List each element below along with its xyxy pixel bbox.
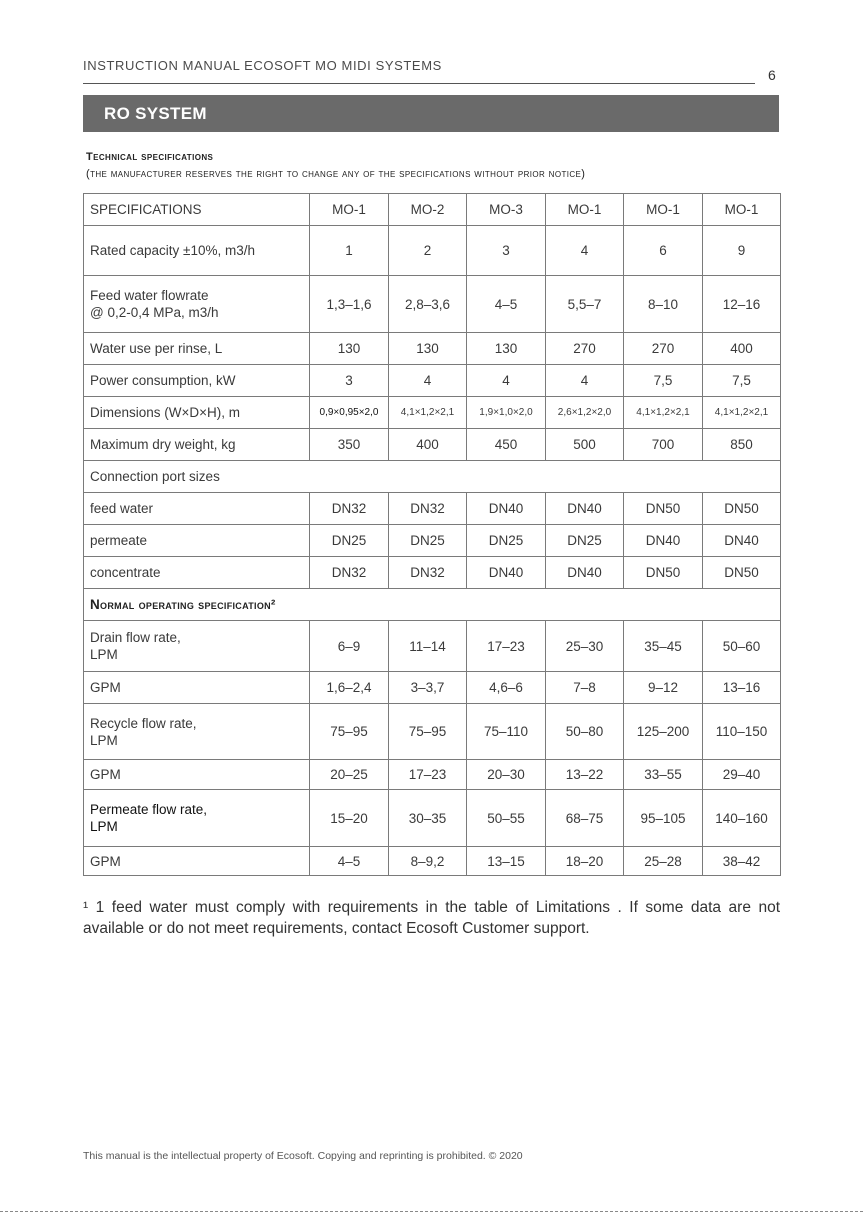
table-cell: DN32	[389, 557, 467, 589]
table-cell: DN50	[624, 557, 703, 589]
column-header: MO-3	[467, 194, 546, 226]
row-label: GPM	[84, 847, 310, 876]
row-label-line: LPM	[90, 819, 118, 834]
table-row	[84, 847, 781, 876]
table-cell: 2	[389, 226, 467, 276]
table-row	[84, 621, 781, 672]
row-label-line: Feed water flowrate	[90, 288, 209, 303]
table-cell: 25–30	[546, 621, 624, 672]
row-label-line: LPM	[90, 647, 118, 662]
table-cell: 500	[546, 429, 624, 461]
table-cell: 17–23	[389, 760, 467, 790]
table-cell: 1,6–2,4	[310, 672, 389, 704]
table-cell: 30–35	[389, 790, 467, 847]
table-cell: 4,1×1,2×2,1	[389, 397, 467, 429]
table-cell: 850	[703, 429, 781, 461]
table-cell: 7,5	[703, 365, 781, 397]
table-row	[84, 397, 781, 429]
table-cell: 18–20	[546, 847, 624, 876]
table-cell: DN50	[703, 557, 781, 589]
table-cell: 75–95	[310, 704, 389, 760]
table-cell: DN40	[546, 493, 624, 525]
table-cell: 3	[310, 365, 389, 397]
row-label: GPM	[84, 672, 310, 704]
row-label-line: Permeate flow rate,	[90, 802, 208, 817]
table-cell: 35–45	[624, 621, 703, 672]
table-cell: 13–22	[546, 760, 624, 790]
table-cell: 75–110	[467, 704, 546, 760]
table-cell: 4,1×1,2×2,1	[703, 397, 781, 429]
table-cell: 29–40	[703, 760, 781, 790]
table-cell: DN50	[703, 493, 781, 525]
table-row	[84, 760, 781, 790]
row-label: Power consumption, kW	[84, 365, 310, 397]
column-header: MO-1	[624, 194, 703, 226]
row-label	[84, 704, 310, 760]
column-header: MO-1	[546, 194, 624, 226]
table-cell: DN32	[310, 557, 389, 589]
specifications-table	[83, 193, 781, 876]
specifications-heading: Technical specifications	[86, 151, 214, 163]
table-cell: 9	[703, 226, 781, 276]
table-cell: 130	[467, 333, 546, 365]
column-header: MO-1	[310, 194, 389, 226]
column-header: SPECIFICATIONS	[84, 194, 310, 226]
copyright-notice: This manual is the intellectual property of Ecosoft. Copying and reprinting is prohibited. © 2020	[83, 1150, 523, 1162]
table-cell: DN32	[310, 493, 389, 525]
row-label	[84, 621, 310, 672]
table-cell: 4	[467, 365, 546, 397]
table-cell: DN40	[624, 525, 703, 557]
row-label-line: Recycle flow rate,	[90, 715, 197, 731]
table-cell: 4	[546, 226, 624, 276]
table-row	[84, 704, 781, 760]
table-row	[84, 276, 781, 333]
row-label: permeate	[84, 525, 310, 557]
table-cell: 12–16	[703, 276, 781, 333]
table-cell: DN50	[624, 493, 703, 525]
running-header: INSTRUCTION MANUAL ECOSOFT MO MIDI SYSTEMS	[83, 58, 442, 73]
table-cell: 75–95	[389, 704, 467, 760]
section-title: RO SYSTEM	[83, 95, 779, 132]
table-row	[84, 672, 781, 704]
table-row	[84, 493, 781, 525]
table-cell: 8–10	[624, 276, 703, 333]
table-cell: DN40	[546, 557, 624, 589]
page-bottom-rule	[0, 1211, 863, 1212]
table-cell: DN40	[467, 557, 546, 589]
table-cell: DN25	[310, 525, 389, 557]
table-cell: 130	[310, 333, 389, 365]
table-cell: 4–5	[310, 847, 389, 876]
row-section-label: Normal operating specification²	[84, 589, 781, 621]
table-group-row	[84, 461, 781, 493]
table-cell: 7,5	[624, 365, 703, 397]
table-cell: 270	[546, 333, 624, 365]
table-cell: 15–20	[310, 790, 389, 847]
table-row	[84, 333, 781, 365]
row-label: Water use per rinse, L	[84, 333, 310, 365]
table-cell: 25–28	[624, 847, 703, 876]
table-header-row	[84, 194, 781, 226]
table-cell: DN40	[703, 525, 781, 557]
table-cell: 1,3–1,6	[310, 276, 389, 333]
table-cell: 20–30	[467, 760, 546, 790]
specifications-note: (the manufacturer reserves the right to change any of the specifications without prior notice)	[86, 168, 586, 180]
table-cell: 4,6–6	[467, 672, 546, 704]
table-cell: 3–3,7	[389, 672, 467, 704]
column-header: MO-2	[389, 194, 467, 226]
table-cell: 4–5	[467, 276, 546, 333]
table-row	[84, 790, 781, 847]
page-number: 6	[768, 67, 776, 83]
table-cell: 11–14	[389, 621, 467, 672]
row-label: concentrate	[84, 557, 310, 589]
table-cell: 38–42	[703, 847, 781, 876]
table-cell: 4,1×1,2×2,1	[624, 397, 703, 429]
table-row	[84, 429, 781, 461]
row-label: Dimensions (W×D×H), m	[84, 397, 310, 429]
table-cell: 700	[624, 429, 703, 461]
row-label-line: @ 0,2-0,4 MPa, m3/h	[90, 305, 219, 320]
table-cell: 450	[467, 429, 546, 461]
table-cell: DN25	[467, 525, 546, 557]
row-label: Rated capacity ±10%, m3/h	[84, 226, 310, 276]
table-cell: 350	[310, 429, 389, 461]
table-cell: 400	[389, 429, 467, 461]
table-cell: 3	[467, 226, 546, 276]
table-cell: DN32	[389, 493, 467, 525]
row-group-label: Connection port sizes	[84, 461, 781, 493]
table-cell: 7–8	[546, 672, 624, 704]
table-cell: 140–160	[703, 790, 781, 847]
table-cell: 68–75	[546, 790, 624, 847]
header-rule	[83, 83, 755, 84]
table-cell: 4	[389, 365, 467, 397]
row-label	[84, 790, 310, 847]
table-cell: 1,9×1,0×2,0	[467, 397, 546, 429]
table-cell: 33–55	[624, 760, 703, 790]
table-cell: DN25	[546, 525, 624, 557]
table-cell: DN40	[467, 493, 546, 525]
table-cell: DN25	[389, 525, 467, 557]
table-cell: 13–16	[703, 672, 781, 704]
row-label: feed water	[84, 493, 310, 525]
row-label: GPM	[84, 760, 310, 790]
table-cell: 400	[703, 333, 781, 365]
table-cell: 13–15	[467, 847, 546, 876]
table-row	[84, 226, 781, 276]
table-cell: 4	[546, 365, 624, 397]
table-cell: 110–150	[703, 704, 781, 760]
table-cell: 50–80	[546, 704, 624, 760]
table-cell: 50–60	[703, 621, 781, 672]
row-label	[84, 276, 310, 333]
table-cell: 270	[624, 333, 703, 365]
table-cell: 8–9,2	[389, 847, 467, 876]
row-label-line: LPM	[90, 732, 118, 748]
table-cell: 2,6×1,2×2,0	[546, 397, 624, 429]
table-cell: 6–9	[310, 621, 389, 672]
table-cell: 5,5–7	[546, 276, 624, 333]
table-cell: 50–55	[467, 790, 546, 847]
table-cell: 125–200	[624, 704, 703, 760]
column-header: MO-1	[703, 194, 781, 226]
table-cell: 1	[310, 226, 389, 276]
row-label-line: Drain flow rate,	[90, 630, 181, 645]
table-cell: 20–25	[310, 760, 389, 790]
table-cell: 9–12	[624, 672, 703, 704]
table-cell: 130	[389, 333, 467, 365]
table-cell: 6	[624, 226, 703, 276]
table-row	[84, 365, 781, 397]
table-section-row	[84, 589, 781, 621]
table-cell: 95–105	[624, 790, 703, 847]
table-cell: 2,8–3,6	[389, 276, 467, 333]
table-cell: 17–23	[467, 621, 546, 672]
table-cell: 0,9×0,95×2,0	[310, 397, 389, 429]
row-label: Maximum dry weight, kg	[84, 429, 310, 461]
table-row	[84, 557, 781, 589]
footnote: ¹ 1 feed water must comply with requirements in the table of Limitations . If some data are not available or do not meet requirements, contact Ecosoft Customer support.	[83, 899, 780, 937]
table-row	[84, 525, 781, 557]
